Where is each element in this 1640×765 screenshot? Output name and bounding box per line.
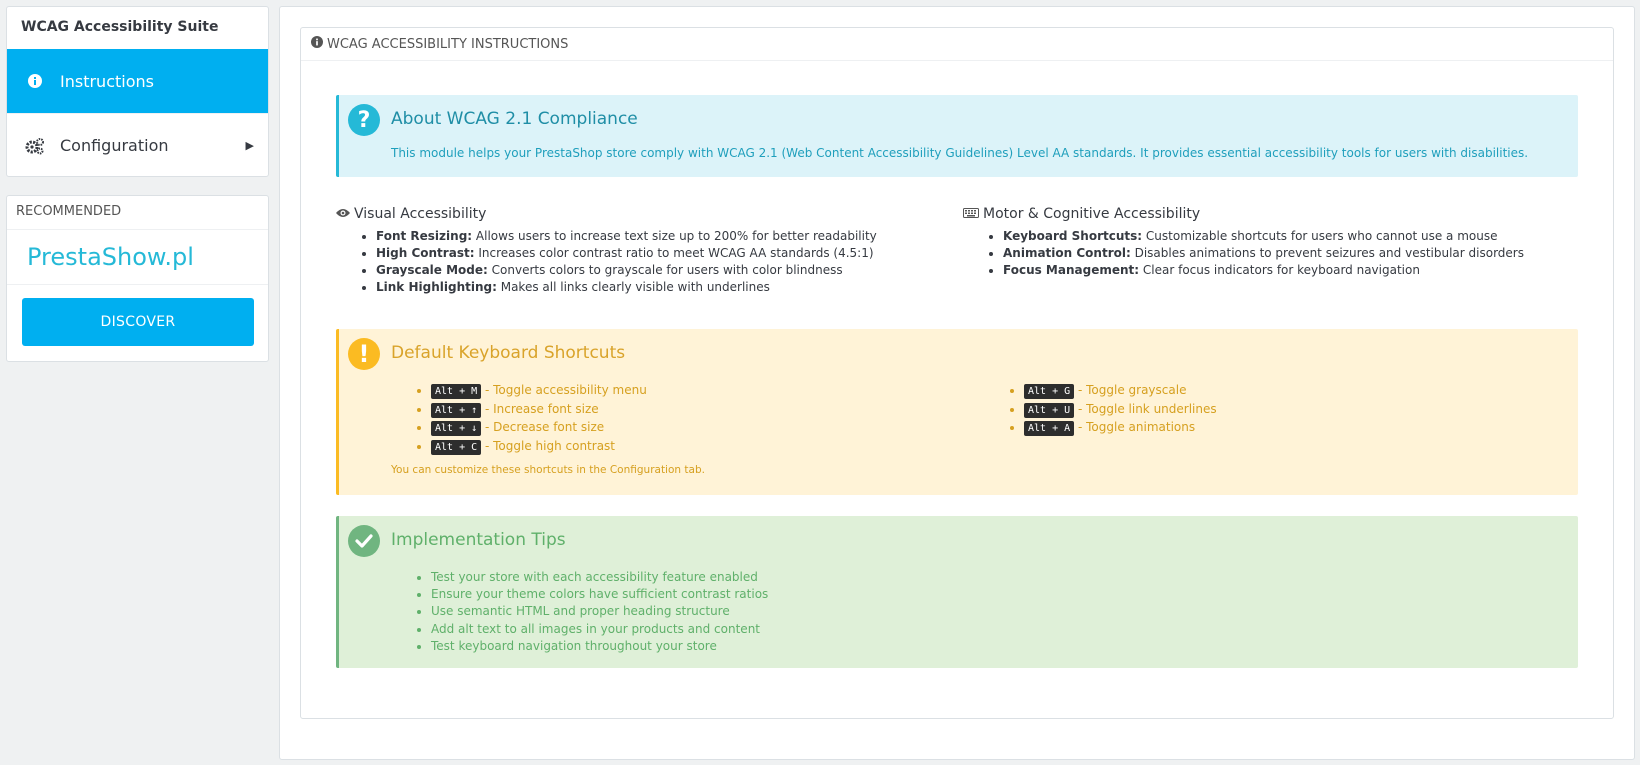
info-circle-icon xyxy=(311,36,323,52)
list-item: • Test your store with each accessibility feature enabled xyxy=(431,569,768,586)
key-combo: Alt + ↑ xyxy=(431,403,481,418)
discover-button[interactable]: DISCOVER xyxy=(22,298,254,346)
features-section xyxy=(336,206,1578,311)
recommended-heading: RECOMMENDED xyxy=(7,196,268,230)
tips-alert xyxy=(336,516,1578,668)
question-circle-icon: ? xyxy=(348,104,380,136)
about-alert xyxy=(336,95,1578,177)
sidebar-item-label: Configuration xyxy=(60,136,169,155)
shortcuts-left-column xyxy=(391,381,647,455)
key-combo: Alt + M xyxy=(431,384,481,399)
key-combo: Alt + U xyxy=(1024,403,1074,418)
sidebar-title: WCAG Accessibility Suite xyxy=(21,19,219,35)
recommended-box xyxy=(6,195,269,362)
list-item: • Alt + ↑ - Increase font size xyxy=(431,400,647,419)
caret-right-icon: ▶ xyxy=(245,139,254,152)
about-title: About WCAG 2.1 Compliance xyxy=(391,109,638,129)
cogs-icon xyxy=(24,137,46,155)
panel-title: WCAG ACCESSIBILITY INSTRUCTIONS xyxy=(327,36,569,52)
list-item: • Alt + C - Toggle high contrast xyxy=(431,437,647,456)
shortcuts-title: Default Keyboard Shortcuts xyxy=(391,343,626,363)
shortcuts-alert xyxy=(336,329,1578,495)
list-item: • Alt + ↓ - Decrease font size xyxy=(431,418,647,437)
list-item: • Grayscale Mode: Converts colors to grayscale for users with color blindness xyxy=(376,262,877,279)
brand-logo[interactable]: PrestaShow.pl xyxy=(7,230,268,285)
list-item: • Keyboard Shortcuts: Customizable shortcuts for users who cannot use a mouse xyxy=(1003,228,1524,245)
list-item: • Test keyboard navigation throughout your store xyxy=(431,638,768,655)
panel-heading xyxy=(301,28,1613,61)
sidebar-menu xyxy=(6,6,269,177)
shortcuts-note: You can customize these shortcuts in the Configuration tab. xyxy=(391,464,705,476)
key-combo: Alt + G xyxy=(1024,384,1074,399)
exclamation-circle-icon: ! xyxy=(348,338,380,370)
key-combo: Alt + C xyxy=(431,440,481,455)
instructions-panel xyxy=(300,27,1614,719)
list-item: • Alt + G - Toggle grayscale xyxy=(1024,381,1217,400)
list-item: • Alt + A - Toggle animations xyxy=(1024,418,1217,437)
sidebar-item-instructions[interactable] xyxy=(7,49,268,113)
sidebar-item-configuration[interactable] xyxy=(7,113,268,177)
list-item: • High Contrast: Increases color contrast ratio to meet WCAG AA standards (4.5:1) xyxy=(376,245,877,262)
info-circle-icon xyxy=(24,74,46,88)
key-combo: Alt + A xyxy=(1024,421,1074,436)
visual-list xyxy=(376,228,877,296)
about-text: This module helps your PrestaShop store comply with WCAG 2.1 (Web Content Accessibility Guidelines) Level AA standards. It provides essential accessibility tools for users with disabilities. xyxy=(391,146,1529,160)
tips-title: Implementation Tips xyxy=(391,530,566,550)
list-item: • Animation Control: Disables animations to prevent seizures and vestibular disorders xyxy=(1003,245,1524,262)
list-item: • Ensure your theme colors have sufficient contrast ratios xyxy=(431,586,768,603)
check-circle-icon xyxy=(348,525,380,557)
shortcuts-right-column xyxy=(984,381,1217,437)
eye-icon xyxy=(336,206,350,222)
visual-heading: Visual Accessibility xyxy=(336,206,877,222)
list-item: • Focus Management: Clear focus indicators for keyboard navigation xyxy=(1003,262,1524,279)
motor-heading: Motor & Cognitive Accessibility xyxy=(963,206,1524,222)
list-item: • Alt + U - Toggle link underlines xyxy=(1024,400,1217,419)
key-combo: Alt + ↓ xyxy=(431,421,481,436)
list-item: • Font Resizing: Allows users to increase text size up to 200% for better readability xyxy=(376,228,877,245)
keyboard-icon xyxy=(963,206,979,222)
list-item: • Add alt text to all images in your products and content xyxy=(431,621,768,638)
sidebar-item-label: Instructions xyxy=(60,71,154,91)
tips-list xyxy=(431,569,768,655)
motor-list xyxy=(1003,228,1524,279)
motor-accessibility-column xyxy=(963,206,1524,279)
list-item: • Alt + M - Toggle accessibility menu xyxy=(431,381,647,400)
visual-accessibility-column xyxy=(336,206,877,296)
list-item: • Link Highlighting: Makes all links clearly visible with underlines xyxy=(376,279,877,296)
list-item: • Use semantic HTML and proper heading structure xyxy=(431,603,768,620)
